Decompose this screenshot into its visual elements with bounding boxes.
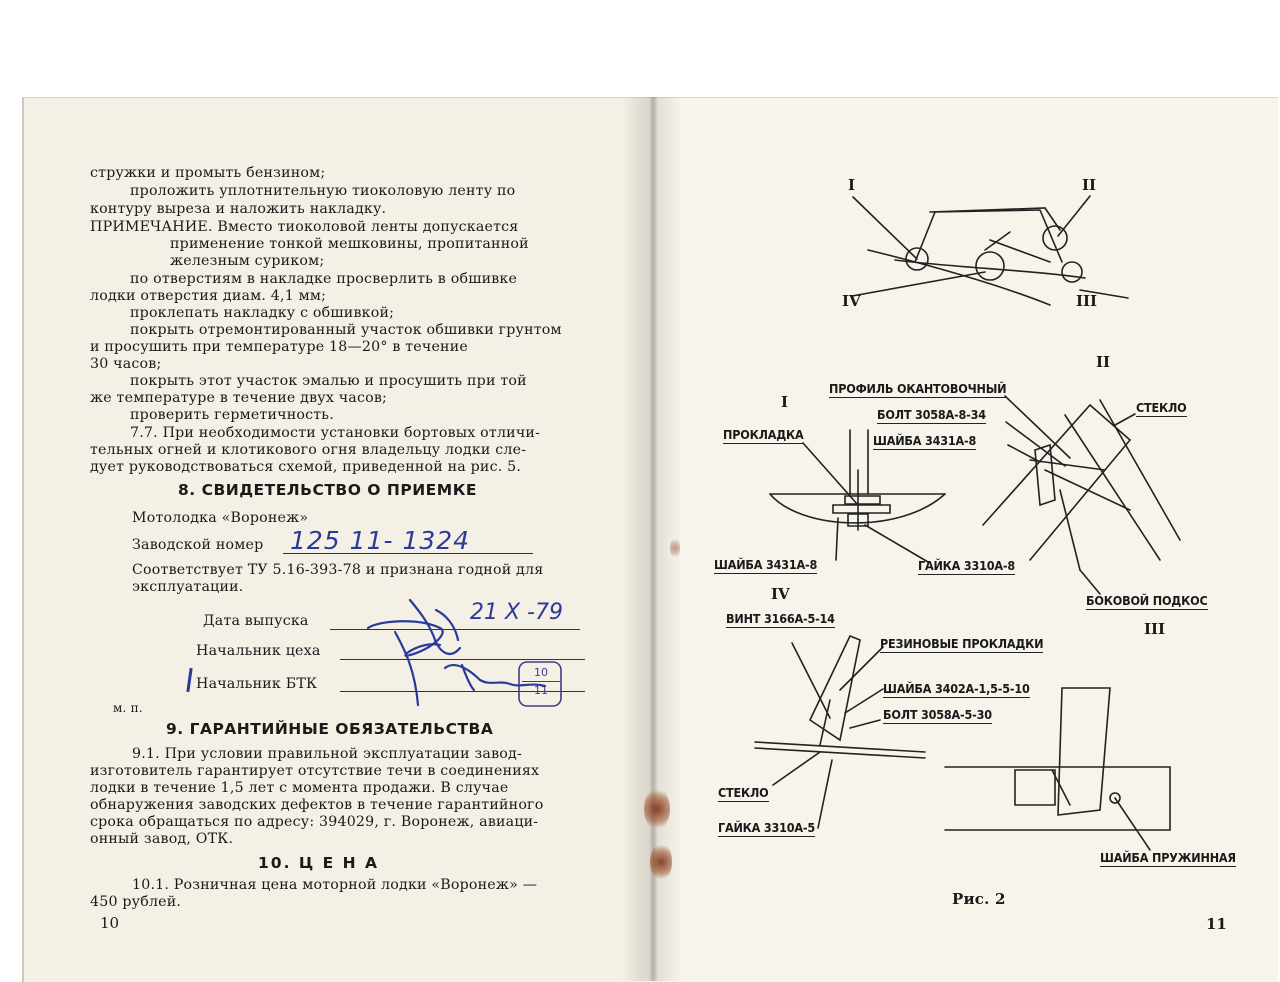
detail-IV-heading: IV: [771, 585, 790, 603]
detail-I-marker: I: [848, 176, 856, 194]
warranty-line: 9.1. При условии правильной эксплуатации завод-: [132, 746, 522, 762]
text-line: 7.7. При необходимости установки бортовых отличи-: [130, 425, 541, 441]
warranty-line: обнаружения заводских дефектов в течение гарантийного: [90, 797, 544, 813]
warranty-line: онный завод, ОТК.: [90, 831, 234, 847]
btk-head-label: Начальник БТК: [196, 676, 318, 692]
text-line: же температуре в течение двух часов;: [90, 390, 388, 406]
section-9-heading: 9. ГАРАНТИЙНЫЕ ОБЯЗАТЕЛЬСТВА: [166, 720, 494, 738]
detail-III-marker: III: [1076, 292, 1098, 310]
detail-IV-marker: IV: [842, 292, 861, 310]
text-line: применение тонкой мешковины, пропитанной: [170, 236, 529, 252]
label-washer-3: ШАЙБА 3402А-1,5-5-10: [883, 681, 1030, 696]
seal-place-mark: м. п.: [113, 701, 143, 715]
conformity-line: эксплуатации.: [132, 579, 244, 595]
label-profile: ПРОФИЛЬ ОКАНТОВОЧНЫЙ: [829, 381, 1007, 396]
label-bolt-1: БОЛТ 3058А-8-34: [877, 407, 986, 422]
page-number-left: 10: [100, 914, 120, 932]
text-line: тельных огней и клотикового огня владельцу лодки сле-: [90, 442, 527, 458]
text-line: дует руководствоваться схемой, приведенной на рис. 5.: [90, 459, 522, 475]
label-gasket: ПРОКЛАДКА: [723, 427, 804, 442]
issue-date-value: 21 X -79: [470, 600, 563, 625]
label-side-strut: БОКОВОЙ ПОДКОС: [1086, 593, 1208, 608]
boat-model-line: Мотолодка «Воронеж»: [132, 510, 309, 526]
label-washer-2: ШАЙБА 3431А-8: [714, 557, 818, 572]
figure-caption: Рис. 2: [952, 890, 1006, 908]
label-bolt-2: БОЛТ 3058А-5-30: [883, 707, 992, 722]
shop-head-label: Начальник цеха: [196, 643, 321, 659]
conformity-line: Соответствует ТУ 5.16-393-78 и признана годной для: [132, 562, 544, 578]
label-nut-1: ГАЙКА 3310А-8: [918, 558, 1015, 573]
label-screw: ВИНТ 3166А-5-14: [726, 611, 835, 626]
label-glass-1: СТЕКЛО: [1136, 400, 1187, 415]
section-8-heading: 8. СВИДЕТЕЛЬСТВО О ПРИЕМКЕ: [178, 481, 477, 499]
serial-number-value: 125 11- 1324: [290, 526, 471, 555]
label-glass-2: СТЕКЛО: [718, 785, 769, 800]
text-line: лодки отверстия диам. 4,1 мм;: [90, 288, 327, 304]
serial-number-label: Заводской номер: [132, 537, 264, 553]
warranty-line: лодки в течение 1,5 лет с момента продажи. В случае: [90, 780, 509, 796]
label-washer-1: ШАЙБА 3431А-8: [873, 433, 977, 448]
text-line: проверить герметичность.: [130, 407, 334, 423]
label-spring-washer: ШАЙБА ПРУЖИННАЯ: [1100, 850, 1236, 865]
stamp-bottom: 11: [534, 684, 548, 697]
section-10-heading: 10. Ц Е Н А: [258, 854, 379, 872]
page-number-right: 11: [1206, 915, 1227, 933]
text-line: покрыть отремонтированный участок обшивки грунтом: [130, 322, 562, 338]
issue-date-label: Дата выпуска: [203, 613, 309, 629]
label-nut-2: ГАЙКА 3310А-5: [718, 820, 815, 835]
text-line: проложить уплотнительную тиоколовую ленту по: [130, 183, 516, 199]
text-line: ПРИМЕЧАНИЕ. Вместо тиоколовой ленты допускается: [90, 219, 519, 235]
price-line: 10.1. Розничная цена моторной лодки «Воронеж» —: [132, 877, 538, 893]
text-line: железным суриком;: [170, 253, 325, 269]
warranty-line: изготовитель гарантирует отсутствие течи в соединениях: [90, 763, 540, 779]
detail-II-marker: II: [1082, 176, 1097, 194]
stamp-top: 10: [522, 664, 560, 682]
warranty-line: срока обращаться по адресу: 394029, г. Воронеж, авиаци-: [90, 814, 539, 830]
price-line: 450 рублей.: [90, 894, 182, 910]
text-line: покрыть этот участок эмалью и просушить при той: [130, 373, 527, 389]
detail-I-heading: I: [781, 393, 789, 411]
detail-III-heading: III: [1144, 620, 1166, 638]
text-line: проклепать накладку с обшивкой;: [130, 305, 395, 321]
text-line: 30 часов;: [90, 356, 162, 372]
text-line: стружки и промыть бензином;: [90, 165, 326, 181]
text-line: и просушить при температуре 18—20° в течение: [90, 339, 468, 355]
detail-II-heading: II: [1096, 353, 1111, 371]
text-line: по отверстиям в накладке просверлить в обшивке: [130, 271, 518, 287]
text-line: контуру выреза и наложить накладку.: [90, 201, 387, 217]
label-rubber-gaskets: РЕЗИНОВЫЕ ПРОКЛАДКИ: [880, 636, 1044, 651]
